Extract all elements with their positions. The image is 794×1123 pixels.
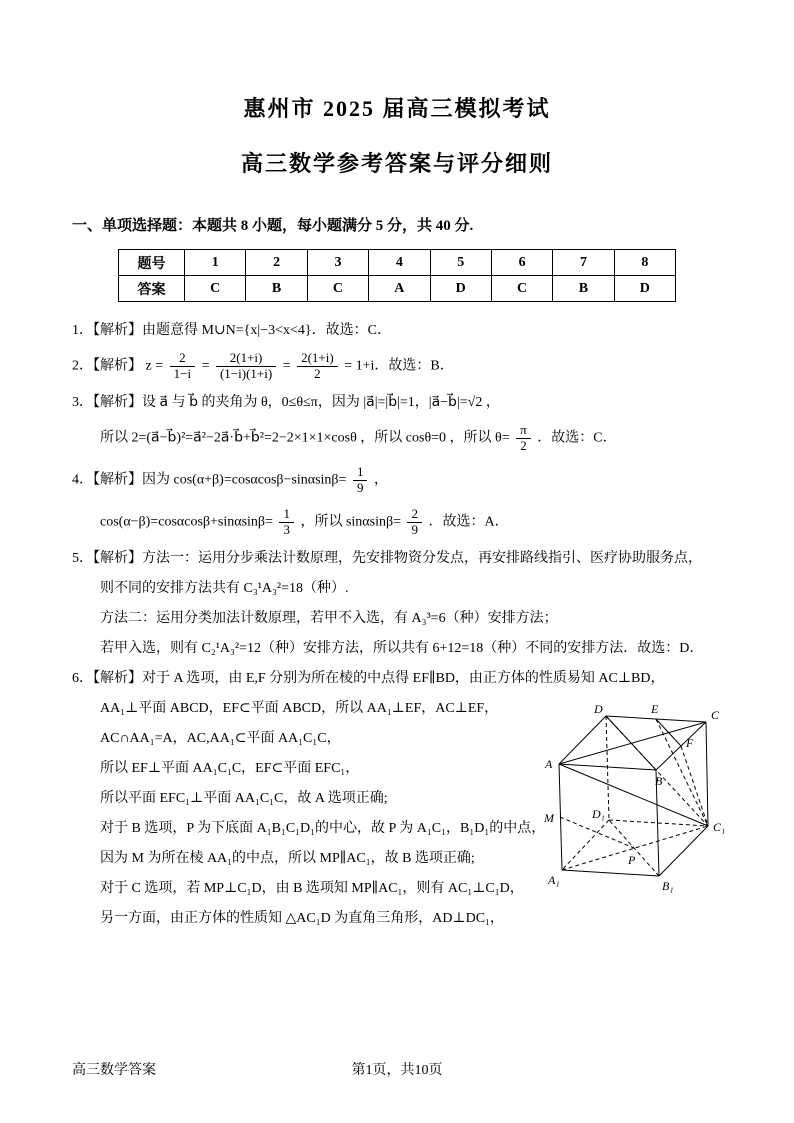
fraction: $\frac{2(1+i)}{2}$ <box>297 351 338 382</box>
solution-5-line-1: 5．【解析】方法一：运用分步乘法计数原理，先安排物资分发点，再安排路线指引、医疗协助服务点， <box>72 550 702 566</box>
vertex-label-A1: A₁ <box>548 872 560 887</box>
vertex-label-D1: D₁ <box>592 806 605 821</box>
question-number: 8 <box>614 250 675 276</box>
vertex-label-F: F <box>686 735 694 750</box>
answer-cell: C <box>307 276 368 302</box>
solution-text: ．故选：C． <box>537 430 617 446</box>
vertex-label-D: D <box>594 701 603 716</box>
solution-6-line-2: AA₁⊥平面 ABCD，EF⊂平面 ABCD，所以 AA₁⊥EF，AC⊥EF， <box>100 700 499 716</box>
answer-key-subtitle: 高三数学参考答案与评分细则 <box>240 151 553 176</box>
segment-FC1 <box>681 746 708 826</box>
exam-title: 惠州市 2025 届高三模拟考试 <box>243 96 551 121</box>
solution-3 <box>72 392 722 455</box>
row-header-answer: 答案 <box>119 276 185 302</box>
fraction: $\frac{\pi}{2}$ <box>516 423 531 454</box>
cube-edge <box>706 722 708 826</box>
solution-3-line-1: 3．【解析】设 a⃗ 与 b⃗ 的夹角为 θ，0≤θ≤π，因为 |a⃗|=|b⃗|=1，|a⃗−b⃗|=√2 ， <box>72 394 500 410</box>
segment-EC1 <box>656 719 708 826</box>
solution-2-line-1 <box>72 350 722 383</box>
solution-6-line-3: AC∩AA₁=A，AC,AA₁⊂平面 AA₁C₁C， <box>100 730 341 746</box>
row-header-question: 题号 <box>119 250 185 276</box>
solution-1 <box>72 320 722 341</box>
question-number: 5 <box>430 250 491 276</box>
vertex-label-B: B <box>655 773 663 788</box>
solution-text: 4．【解析】因为 cos(α+β)=cosαcosβ−sinαsinβ= <box>72 472 347 488</box>
answer-cell: D <box>430 276 491 302</box>
question-number: 7 <box>553 250 614 276</box>
solution-4-line-1 <box>72 464 722 497</box>
question-number: 2 <box>246 250 307 276</box>
section-1-heading: 一、单项选择题：本题共 8 小题，每小题满分 5 分，共 40 分. <box>72 218 474 234</box>
answer-cell: D <box>614 276 675 302</box>
solution-5 <box>72 548 722 659</box>
question-number: 6 <box>491 250 552 276</box>
fraction: $\frac{2(1+i)}{(1-i)(1+i)}$ <box>216 351 276 382</box>
solution-2 <box>72 350 722 383</box>
answer-cell: B <box>246 276 307 302</box>
fraction: $\frac{1}{3}$ <box>279 507 294 538</box>
solution-6-line-4: 所以 EF⊥平面 AA₁C₁C，EF⊂平面 EFC₁， <box>100 760 360 776</box>
solution-3-line-2 <box>72 422 722 455</box>
solution-text: 2．【解析】 z = <box>72 358 164 374</box>
segment-EF <box>656 719 681 746</box>
footer-doc-name: 高三数学答案 <box>72 1063 156 1078</box>
solution-5-line-2: 则不同的安排方法共有 C₃¹A₃²=18（种）. <box>100 580 349 596</box>
answer-cell: C <box>491 276 552 302</box>
solution-text: ， <box>373 472 388 488</box>
solution-6-line-1: 6．【解析】对于 A 选项，由 E,F 分别为所在棱的中点得 EF∥BD，由正方体的性质易知 AC⊥BD， <box>72 670 665 686</box>
solution-6-line-8: 对于 C 选项，若 MP⊥C₁D，由 B 选项知 MP∥AC₁，则有 AC₁⊥C₁D， <box>100 880 524 896</box>
diagonal-AC1 <box>559 764 708 826</box>
solution-text: cos(α−β)=cosαcosβ+sinαsinβ= <box>100 514 273 530</box>
vertex-label-C1: C₁ <box>713 819 726 834</box>
fraction: $\frac{2}{9}$ <box>407 507 422 538</box>
footer-page-number: 第1页，共10页 <box>351 1063 443 1078</box>
cube-diagram <box>534 702 730 904</box>
cube-hidden-edge <box>606 716 609 820</box>
solution-6-line-9: 另一方面，由正方体的性质知 △AC₁D 为直角三角形，AD⊥DC₁， <box>100 910 504 926</box>
question-number-row <box>119 250 676 276</box>
solution-text: 所以 2=(a⃗−b⃗)²=a⃗²−2a⃗·b⃗+b⃗²=2−2×1×1×cosθ ，所以 cosθ=0 ，所以 θ= <box>100 430 510 446</box>
solution-text: ，所以 sinαsinβ= <box>300 514 401 530</box>
vertex-label-A: A <box>545 756 553 771</box>
question-number: 3 <box>307 250 368 276</box>
vertex-label-B1: B₁ <box>662 878 674 893</box>
answer-cell: B <box>553 276 614 302</box>
answer-table <box>118 249 676 302</box>
solution-text: = 1+i．故选：B． <box>344 358 454 374</box>
solution-text: = <box>201 358 210 374</box>
vertex-label-E: E <box>651 701 659 716</box>
cube-edge <box>562 870 659 876</box>
solution-6-line-5: 所以平面 EFC₁⊥平面 AA₁C₁C，故 A 选项正确; <box>100 790 388 806</box>
solution-text: ．故选：A． <box>428 514 509 530</box>
solution-1-line-1: 1．【解析】由题意得 M∪N={x|−3<x<4}．故选：C． <box>72 323 391 338</box>
solution-6-line-7: 因为 M 为所在棱 AA₁的中点，所以 MP∥AC₁，故 B 选项正确; <box>100 850 475 866</box>
solutions-list <box>72 320 726 929</box>
solution-5-line-3: 方法二：运用分类加法计数原理，若甲不入选，有 A₃³=6（种）安排方法； <box>100 610 558 626</box>
answer-row <box>119 276 676 302</box>
question-number: 4 <box>369 250 430 276</box>
solution-4 <box>72 464 722 539</box>
solution-5-line-4: 若甲入选，则有 C₂¹A₃²=12（种）安排方法，所以共有 6+12=18（种）不同的安排方法．故选：D． <box>100 640 704 656</box>
solution-6 <box>72 668 726 929</box>
solution-text: = <box>282 358 291 374</box>
solution-6-line-6: 对于 B 选项，P 为下底面 A₁B₁C₁D₁的中心，故 P 为 A₁C₁，B₁D₁的中点， <box>100 820 546 836</box>
vertex-label-C: C <box>711 707 720 722</box>
vertex-label-P: P <box>628 852 636 867</box>
fraction: $\frac{2}{1-i}$ <box>170 351 195 382</box>
cube-figure <box>534 702 730 904</box>
cube-hidden-edge <box>609 820 708 826</box>
fraction: $\frac{1}{9}$ <box>353 465 368 496</box>
solution-4-line-2 <box>72 506 722 539</box>
question-number: 1 <box>185 250 246 276</box>
answer-cell: C <box>185 276 246 302</box>
answer-cell: A <box>369 276 430 302</box>
page-footer <box>72 1059 722 1079</box>
vertex-label-M: M <box>544 810 554 825</box>
